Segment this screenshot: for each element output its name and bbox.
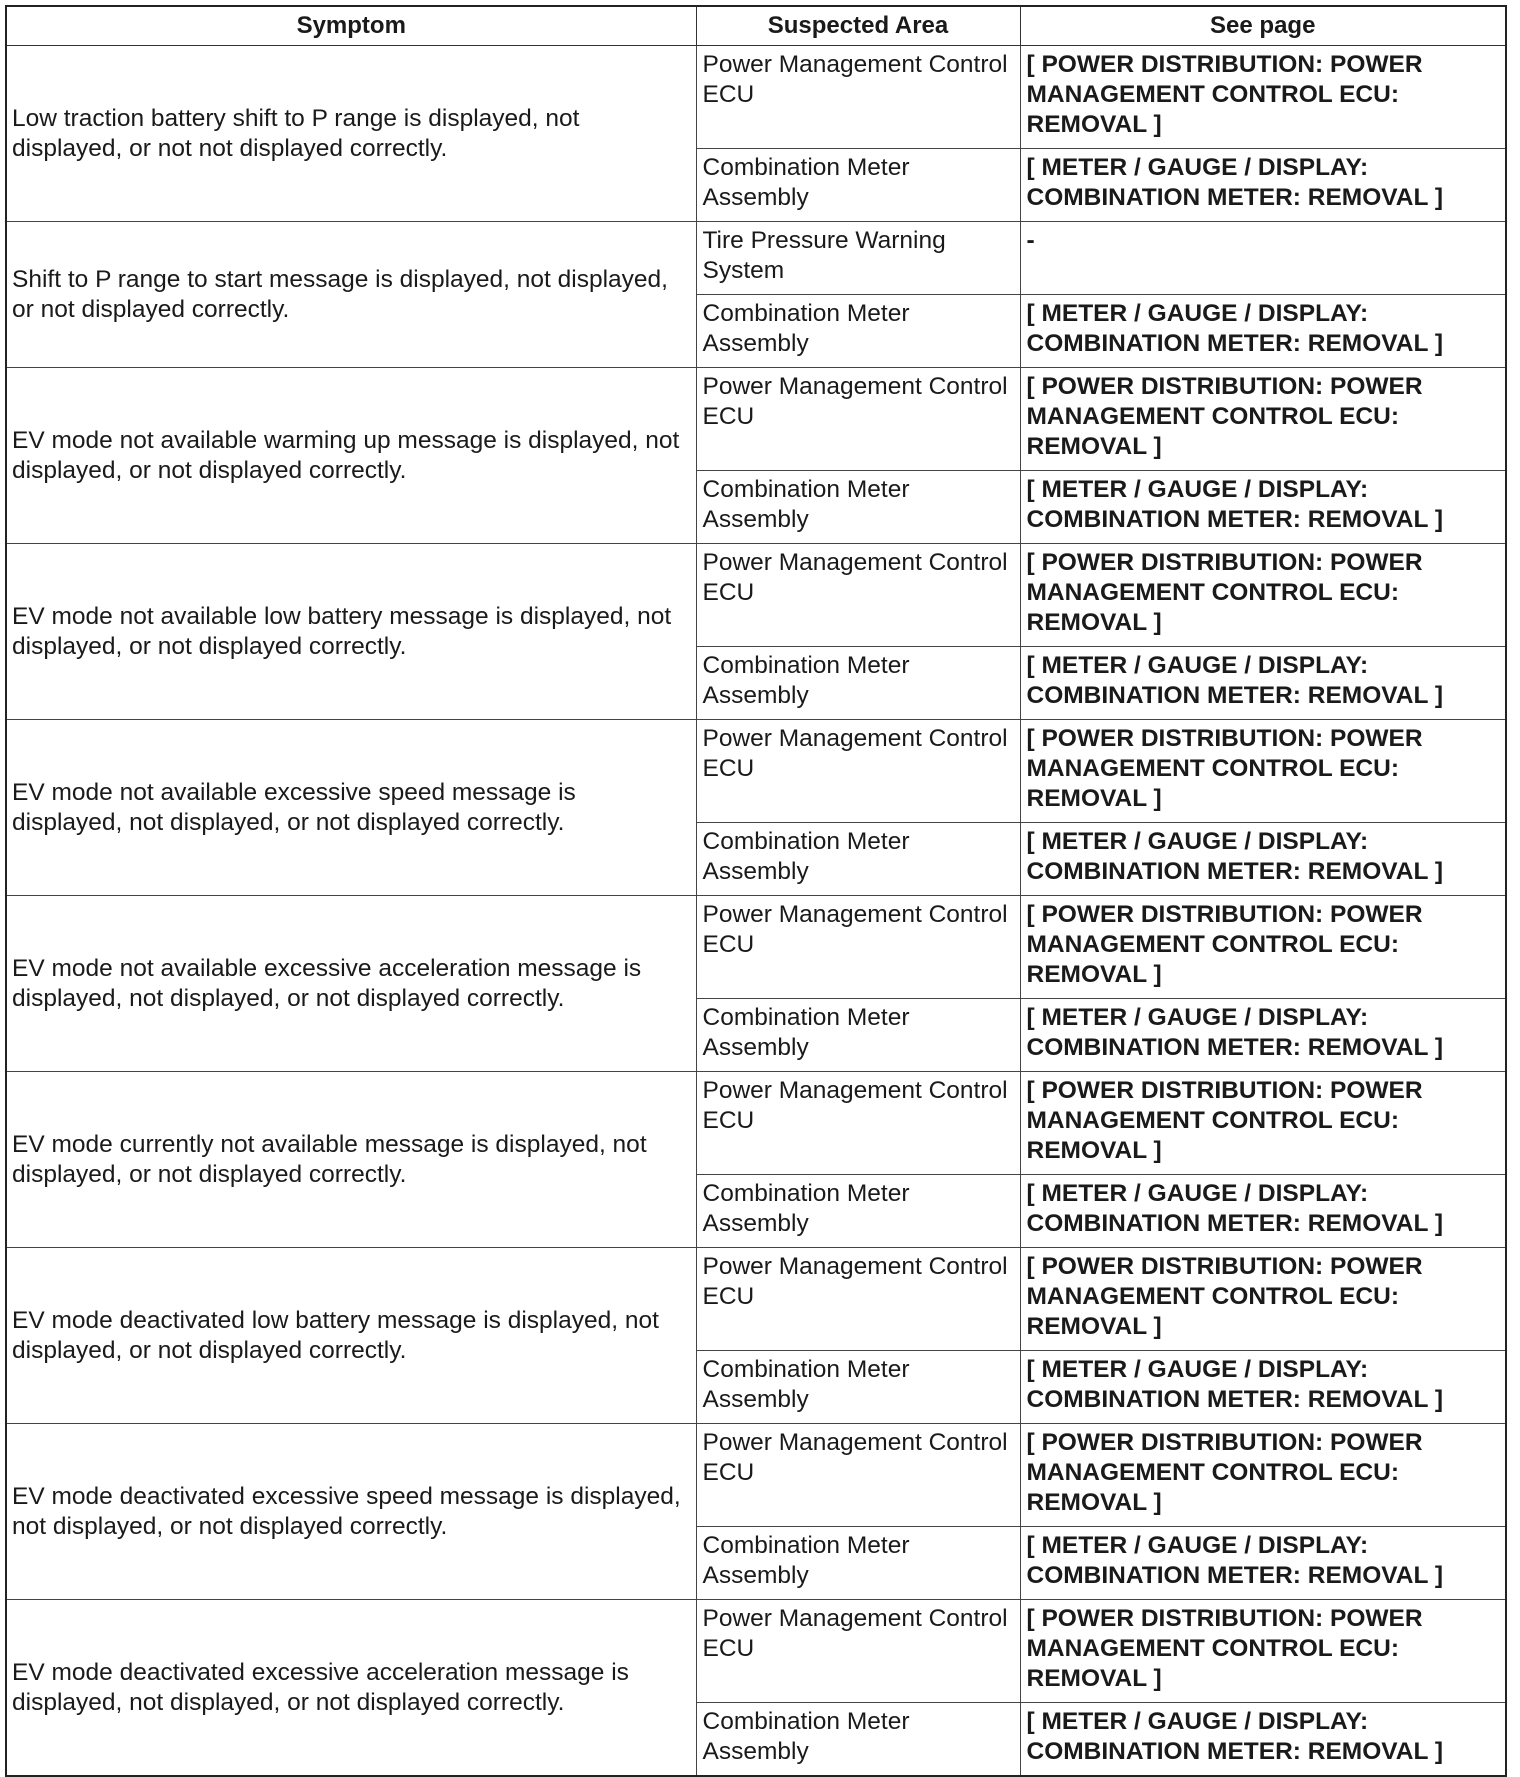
suspected-area-cell: Combination Meter Assembly — [696, 1175, 1020, 1248]
suspected-area-cell: Combination Meter Assembly — [696, 471, 1020, 544]
see-page-link[interactable]: [ POWER DISTRIBUTION: POWER MANAGEMENT CONTROL ECU: REMOVAL ] — [1020, 1600, 1506, 1703]
see-page-link: - — [1020, 222, 1506, 295]
see-page-link[interactable]: [ POWER DISTRIBUTION: POWER MANAGEMENT CONTROL ECU: REMOVAL ] — [1020, 46, 1506, 149]
see-page-link[interactable]: [ METER / GAUGE / DISPLAY: COMBINATION METER: REMOVAL ] — [1020, 149, 1506, 222]
suspected-area-cell: Power Management Control ECU — [696, 1072, 1020, 1175]
table-row — [6, 1072, 1506, 1175]
symptom-cell: EV mode currently not available message is displayed, not displayed, or not displayed correctly. — [6, 1072, 696, 1248]
symptom-cell: EV mode not available low battery message is displayed, not displayed, or not displayed correctly. — [6, 544, 696, 720]
see-page-link[interactable]: [ POWER DISTRIBUTION: POWER MANAGEMENT CONTROL ECU: REMOVAL ] — [1020, 1072, 1506, 1175]
suspected-area-cell: Power Management Control ECU — [696, 896, 1020, 999]
see-page-link[interactable]: [ METER / GAUGE / DISPLAY: COMBINATION METER: REMOVAL ] — [1020, 647, 1506, 720]
suspected-area-cell: Power Management Control ECU — [696, 1600, 1020, 1703]
suspected-area-cell: Tire Pressure Warning System — [696, 222, 1020, 295]
suspected-area-cell: Power Management Control ECU — [696, 720, 1020, 823]
see-page-link[interactable]: [ METER / GAUGE / DISPLAY: COMBINATION METER: REMOVAL ] — [1020, 295, 1506, 368]
table-body — [6, 46, 1506, 1777]
symptom-cell: EV mode deactivated excessive acceleration message is displayed, not displayed, or not displayed correctly. — [6, 1600, 696, 1777]
suspected-area-cell: Combination Meter Assembly — [696, 999, 1020, 1072]
suspected-area-cell: Combination Meter Assembly — [696, 1527, 1020, 1600]
symptom-cell: Low traction battery shift to P range is displayed, not displayed, or not not displayed correctly. — [6, 46, 696, 222]
see-page-link[interactable]: [ METER / GAUGE / DISPLAY: COMBINATION METER: REMOVAL ] — [1020, 1351, 1506, 1424]
symptom-cell: Shift to P range to start message is displayed, not displayed, or not displayed correctly. — [6, 222, 696, 368]
suspected-area-cell: Combination Meter Assembly — [696, 1703, 1020, 1777]
suspected-area-cell: Power Management Control ECU — [696, 46, 1020, 149]
see-page-link[interactable]: [ METER / GAUGE / DISPLAY: COMBINATION METER: REMOVAL ] — [1020, 471, 1506, 544]
suspected-area-cell: Power Management Control ECU — [696, 1248, 1020, 1351]
header-see-page: See page — [1020, 6, 1506, 46]
see-page-link[interactable]: [ METER / GAUGE / DISPLAY: COMBINATION METER: REMOVAL ] — [1020, 1175, 1506, 1248]
see-page-link[interactable]: [ POWER DISTRIBUTION: POWER MANAGEMENT CONTROL ECU: REMOVAL ] — [1020, 720, 1506, 823]
table-row — [6, 1600, 1506, 1703]
suspected-area-cell: Power Management Control ECU — [696, 544, 1020, 647]
see-page-link[interactable]: [ POWER DISTRIBUTION: POWER MANAGEMENT CONTROL ECU: REMOVAL ] — [1020, 1248, 1506, 1351]
table-row — [6, 720, 1506, 823]
header-row — [6, 6, 1506, 46]
suspected-area-cell: Combination Meter Assembly — [696, 647, 1020, 720]
symptom-cell: EV mode deactivated low battery message is displayed, not displayed, or not displayed correctly. — [6, 1248, 696, 1424]
table-row — [6, 368, 1506, 471]
table-header — [6, 6, 1506, 46]
symptom-cell: EV mode not available warming up message is displayed, not displayed, or not displayed correctly. — [6, 368, 696, 544]
suspected-area-cell: Combination Meter Assembly — [696, 149, 1020, 222]
table-row — [6, 1424, 1506, 1527]
suspected-area-cell: Power Management Control ECU — [696, 1424, 1020, 1527]
suspected-area-cell: Combination Meter Assembly — [696, 295, 1020, 368]
table-row — [6, 46, 1506, 149]
symptom-cell: EV mode not available excessive speed message is displayed, not displayed, or not displayed correctly. — [6, 720, 696, 896]
see-page-link[interactable]: [ METER / GAUGE / DISPLAY: COMBINATION METER: REMOVAL ] — [1020, 1703, 1506, 1777]
suspected-area-cell: Combination Meter Assembly — [696, 1351, 1020, 1424]
table-row — [6, 544, 1506, 647]
header-suspected-area: Suspected Area — [696, 6, 1020, 46]
see-page-link[interactable]: [ POWER DISTRIBUTION: POWER MANAGEMENT CONTROL ECU: REMOVAL ] — [1020, 896, 1506, 999]
see-page-link[interactable]: [ METER / GAUGE / DISPLAY: COMBINATION METER: REMOVAL ] — [1020, 1527, 1506, 1600]
see-page-link[interactable]: [ POWER DISTRIBUTION: POWER MANAGEMENT CONTROL ECU: REMOVAL ] — [1020, 1424, 1506, 1527]
suspected-area-cell: Power Management Control ECU — [696, 368, 1020, 471]
table-row — [6, 1248, 1506, 1351]
table-row — [6, 896, 1506, 999]
header-symptom: Symptom — [6, 6, 696, 46]
table-row — [6, 222, 1506, 295]
suspected-area-cell: Combination Meter Assembly — [696, 823, 1020, 896]
symptom-cell: EV mode deactivated excessive speed message is displayed, not displayed, or not displayed correctly. — [6, 1424, 696, 1600]
troubleshooting-table — [5, 5, 1507, 1777]
see-page-link[interactable]: [ POWER DISTRIBUTION: POWER MANAGEMENT CONTROL ECU: REMOVAL ] — [1020, 368, 1506, 471]
see-page-link[interactable]: [ POWER DISTRIBUTION: POWER MANAGEMENT CONTROL ECU: REMOVAL ] — [1020, 544, 1506, 647]
see-page-link[interactable]: [ METER / GAUGE / DISPLAY: COMBINATION METER: REMOVAL ] — [1020, 999, 1506, 1072]
see-page-link[interactable]: [ METER / GAUGE / DISPLAY: COMBINATION METER: REMOVAL ] — [1020, 823, 1506, 896]
symptom-cell: EV mode not available excessive acceleration message is displayed, not displayed, or not displayed correctly. — [6, 896, 696, 1072]
